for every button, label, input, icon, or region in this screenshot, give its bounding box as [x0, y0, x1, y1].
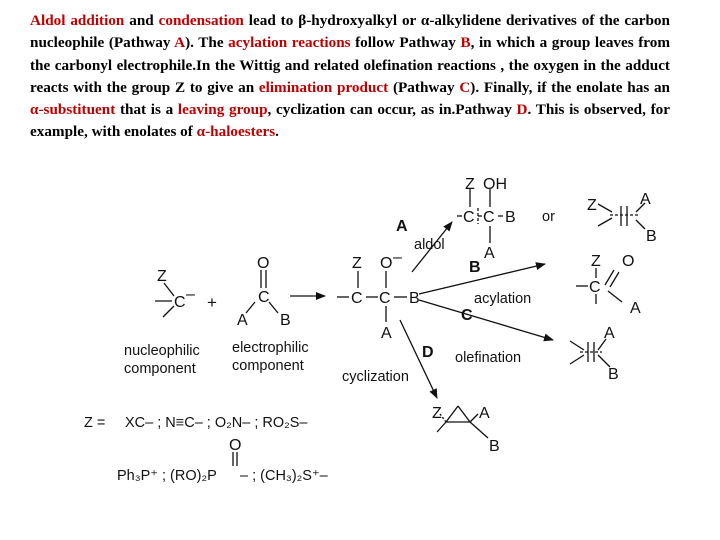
term-condensation: condensation	[158, 12, 244, 29]
term-pathway-d: D	[516, 101, 528, 119]
label-aldol: aldol	[414, 237, 445, 253]
term-leaving-group: leaving group	[177, 101, 268, 119]
bond	[570, 355, 584, 364]
atom-b: B	[505, 209, 516, 226]
atom-a: A	[630, 300, 641, 317]
atom-a: A	[237, 312, 248, 329]
atom-b: B	[409, 290, 420, 307]
text-segment: (Pathway	[388, 78, 460, 96]
bond	[636, 220, 645, 229]
pathway-a-letter: A	[396, 218, 408, 235]
term-acylation-reactions: acylation reactions	[228, 34, 351, 52]
z-equals: Z =	[84, 415, 106, 431]
atom-c: C	[483, 209, 495, 226]
bond	[608, 291, 622, 302]
atom-c: C	[258, 289, 270, 306]
atom-a: A	[479, 405, 490, 422]
label-nucleophilic: nucleophilic	[124, 343, 200, 359]
atom-z: Z	[465, 176, 475, 193]
bond	[163, 306, 174, 317]
atom-oh: OH	[483, 176, 507, 193]
atom-c: C	[589, 279, 601, 296]
atom-z: Z	[591, 253, 601, 270]
pathway-c-letter: C	[461, 307, 473, 324]
term-alpha-haloesters: α-haloesters	[196, 123, 276, 141]
z-groups-line1: XC– ; N≡C– ; O₂N– ; RO₂S–	[125, 415, 308, 431]
atom-a: A	[484, 245, 495, 262]
pathway-b-letter: B	[469, 259, 481, 276]
label-cyclization: cyclization	[342, 369, 409, 385]
atom-c: C	[351, 290, 363, 307]
atom-o-anion: O	[380, 255, 393, 272]
charge-minus: –	[186, 286, 195, 303]
z-groups-line2a: Ph₃P⁺ ; (RO)₂P	[117, 468, 217, 484]
atom-a: A	[381, 325, 392, 342]
bond	[598, 218, 612, 226]
bond	[598, 204, 612, 212]
atom-o: O	[622, 253, 635, 270]
atom-o: O	[229, 437, 242, 454]
atom-a: A	[640, 191, 651, 208]
label-olefination: olefination	[455, 350, 522, 366]
term-pathway-b: B	[460, 34, 471, 52]
atom-o: O	[257, 255, 270, 272]
text-segment: ). The	[185, 34, 229, 52]
bond	[470, 414, 478, 422]
ring-bond	[446, 406, 458, 422]
atom-c: C	[174, 294, 186, 311]
atom-z: Z	[352, 255, 362, 272]
text-segment: .	[275, 123, 279, 141]
bond	[269, 302, 278, 313]
label-electrophilic: electrophilic	[232, 340, 309, 356]
bond	[570, 341, 584, 350]
term-elimination-product: elimination product	[258, 78, 389, 96]
atom-b: B	[608, 366, 619, 383]
atom-c: C	[379, 290, 391, 307]
arrow-pathway-b	[419, 264, 545, 294]
text-segment: that is a	[115, 101, 178, 119]
ring-bond	[458, 406, 470, 422]
charge-minus: –	[393, 249, 402, 266]
atom-a: A	[604, 325, 615, 342]
term-aldol-addition: Aldol addition	[30, 12, 125, 29]
term-alpha-substituent: α-substituent	[30, 101, 116, 119]
term-pathway-a: A	[174, 34, 186, 52]
atom-b: B	[280, 312, 291, 329]
z-groups-line2b: – ; (CH₃)₂S⁺–	[240, 468, 328, 484]
label-acylation: acylation	[474, 291, 532, 307]
plus-sign: +	[207, 293, 217, 312]
bond	[437, 422, 446, 432]
label-or: or	[542, 209, 555, 225]
bond	[470, 422, 488, 438]
text-segment: follow Pathway	[350, 34, 461, 52]
text-segment: , cyclization can occur, as in.Pathway	[267, 101, 517, 119]
atom-c: C	[463, 209, 475, 226]
label-nucleophilic-component: component	[124, 361, 196, 377]
term-pathway-c: C	[459, 78, 471, 96]
text-segment: . This is observed, for example, with enolates of	[30, 101, 670, 141]
atom-z: Z	[432, 405, 442, 422]
pathway-d-letter: D	[422, 344, 434, 361]
text-segment: , in which a group leaves from the carbonyl electrophile.In the Wittig and related olefination reactions , the oxygen in the adduct reacts with the group Z to give an	[30, 34, 670, 96]
text-segment: and	[124, 12, 159, 29]
text-segment: ). Finally, if the enolate has an	[470, 78, 671, 96]
text-segment: lead to β-hydroxyalkyl or α-alkylidene derivatives of the carbon nucleophile (Pathway	[30, 12, 670, 52]
atom-z: Z	[587, 197, 597, 214]
atom-b: B	[646, 228, 657, 245]
atom-b: B	[489, 438, 500, 455]
atom-z: Z	[157, 268, 167, 285]
label-electrophilic-component: component	[232, 358, 304, 374]
